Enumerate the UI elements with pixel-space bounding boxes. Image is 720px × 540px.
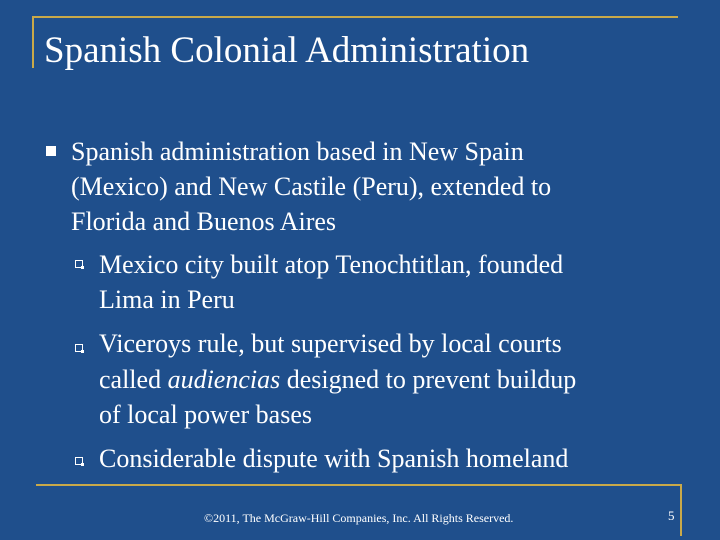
sub-bullet-icon bbox=[75, 260, 83, 268]
bullet-line-3: Florida and Buenos Aires bbox=[71, 207, 337, 236]
sub-bullet-2-line-2-end: designed to prevent buildup bbox=[280, 365, 577, 394]
sub-bullet-icon bbox=[75, 457, 83, 465]
sub-bullet-icon bbox=[75, 344, 83, 352]
page-number: 5 bbox=[668, 508, 675, 523]
sub-bullet-1-line-2: Lima in Peru bbox=[99, 285, 235, 314]
sub-bullet-2-line-1: Viceroys rule, but supervised by local courts bbox=[99, 329, 562, 358]
bullet-line-2: (Mexico) and New Castile (Peru), extended to bbox=[71, 172, 552, 201]
bottom-rule bbox=[36, 484, 682, 486]
bullet-line-1: Spanish administration based in New Spain bbox=[71, 137, 524, 166]
sub-bullet-3-line-1: Considerable dispute with Spanish homeland bbox=[99, 444, 569, 473]
slide-title: Spanish Colonial Administration bbox=[44, 30, 530, 71]
top-rule bbox=[32, 16, 678, 18]
sub-bullet-1-line-1: Mexico city built atop Tenochtitlan, founded bbox=[99, 250, 564, 279]
sub-bullet-2-line-3: of local power bases bbox=[99, 400, 312, 429]
bullet-square-icon bbox=[46, 146, 56, 156]
italic-term-audiencias: audiencias bbox=[167, 365, 281, 394]
sub-bullet-2-line-2-start: called bbox=[99, 365, 168, 394]
copyright-footer: ©2011, The McGraw-Hill Companies, Inc. All Rights Reserved. bbox=[204, 511, 514, 525]
right-rule bbox=[680, 484, 682, 536]
sub-bullet-2-line-2 bbox=[99, 362, 576, 398]
left-rule bbox=[32, 16, 34, 68]
